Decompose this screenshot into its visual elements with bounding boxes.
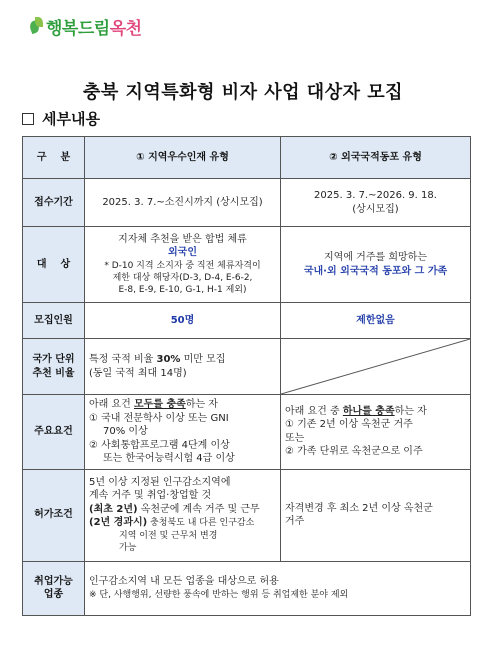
permit-type2 [281, 469, 471, 561]
req-t1-pre: 아래 요건 [89, 399, 134, 410]
row-label-jobs [23, 561, 85, 615]
permit-type1 [85, 469, 281, 561]
table-row-permit [23, 469, 471, 561]
table-row-target [23, 227, 471, 303]
jobs-line1: 인구감소지역 내 모든 업종을 대상으로 허용 [89, 576, 279, 588]
header-type2: ② 외국국적동포 유형 [281, 137, 471, 179]
permit-t2-line1: 자격변경 후 최소 2년 이상 옥천군 [285, 502, 433, 514]
header-category: 구 분 [23, 137, 85, 179]
req-t2-pre: 아래 요건 중 [285, 405, 343, 417]
checkbox-square-icon [22, 113, 34, 125]
table-row-req [23, 395, 471, 470]
req-t2-item2: ② 가족 단위로 옥천군으로 이주 [285, 446, 423, 458]
nation-type2-empty [281, 339, 471, 395]
table-row-nation [23, 339, 471, 395]
period-type2-line2: (상시모집) [352, 203, 399, 215]
period-type1: 2025. 3. 7.~소진시까지 (상시모집) [85, 179, 281, 227]
nation-text-post: 미만 모집 [180, 354, 226, 365]
jobs-content [85, 561, 471, 615]
count-type2: 제한없음 [281, 303, 471, 339]
logo [30, 12, 142, 40]
target-type2-line1: 지역에 거주를 희망하는 [324, 252, 427, 263]
target-type1 [85, 227, 281, 303]
permit-t1-line2: 계속 거주 및 취업·창업할 것 [89, 490, 212, 502]
nation-type1 [85, 339, 281, 395]
jobs-line2: ※ 단, 사행행위, 선량한 풍속에 반하는 행위 등 취업제한 분야 제외 [89, 589, 349, 600]
req-t2-or: 또는 [285, 432, 305, 444]
target-type1-line4: 제한 대상 해당자(D-3, D-4, E-6-2, [112, 272, 253, 283]
row-label-target: 대 상 [23, 227, 85, 303]
nation-type1-line1 [89, 353, 276, 367]
logo-text-part2: 옥천 [109, 18, 142, 39]
period-type2 [281, 179, 471, 227]
req-t1-em: 모두를 충족 [134, 399, 186, 410]
req-type2 [281, 395, 471, 470]
nation-type1-line2: (동일 국적 최대 14명) [89, 367, 187, 379]
target-type2 [281, 227, 471, 303]
req-t1-item2: ② 사회통합프로그램 4단계 이상 [89, 439, 230, 451]
row-label-nation-line2: 추천 비율 [32, 367, 75, 379]
target-type1-line3: * D-10 지격 소지자 중 직전 체류자격이 [104, 260, 261, 271]
nation-text-bold: 30% [156, 354, 181, 365]
table-row-period [23, 179, 471, 227]
target-type2-line2: 국내·외 외국국적 동포와 그 가족 [303, 265, 448, 277]
permit-t1-first [89, 503, 276, 517]
req-t2-post: 하는 자 [394, 405, 427, 417]
permit-t1-after-label: (2년 경과시) [89, 517, 148, 529]
permit-t2-line2: 거주 [285, 516, 305, 527]
row-label-jobs-line2: 업종 [43, 589, 64, 600]
section-heading [22, 108, 100, 129]
header-type1: ① 지역우수인재 유형 [85, 137, 281, 179]
req-type1-intro [89, 398, 276, 412]
permit-t1-after-text3: 가능 [119, 543, 137, 553]
permit-t1-after-text1: 충청북도 내 다른 인구감소 [147, 518, 255, 529]
count-type1: 50명 [85, 303, 281, 339]
row-label-jobs-line1: 취업가능 [34, 575, 73, 587]
req-t1-item1-cont: 70% 이상 [103, 426, 148, 437]
permit-t1-line1: 5년 이상 지정된 인구감소지역에 [89, 476, 231, 488]
table-row-jobs [23, 561, 471, 615]
nation-text-pre: 특정 국적 비율 [89, 354, 157, 365]
period-type2-line1: 2025. 3. 7.~2026. 9. 18. [314, 190, 437, 201]
target-type1-line1: 지자체 추천을 받은 합법 체류 [118, 233, 247, 245]
row-label-permit: 허가조건 [23, 469, 85, 561]
row-label-nation-line1: 국가 단위 [32, 354, 75, 365]
req-type2-intro [285, 405, 466, 419]
logo-text [46, 14, 142, 39]
permit-t1-first-text: 옥천군에 계속 거주 및 근무 [137, 503, 260, 515]
row-label-nation [23, 339, 85, 395]
req-type1 [85, 395, 281, 470]
row-label-period: 접수기간 [23, 179, 85, 227]
permit-t1-after-text2: 지역 이전 및 근무처 변경 [119, 530, 218, 541]
diagonal-line [281, 339, 470, 394]
target-type1-line5: E-8, E-9, E-10, G-1, H-1 제외) [118, 285, 247, 296]
leaf-icon [30, 17, 44, 35]
page-title: 충북 지역특화형 비자 사업 대상자 모집 [82, 82, 404, 103]
req-t2-em: 하나를 충족 [342, 405, 395, 417]
row-label-count: 모집인원 [23, 303, 85, 339]
req-t2-item1: ① 기존 2년 이상 옥천군 거주 [285, 419, 413, 431]
section-heading-text: 세부내용 [42, 110, 100, 128]
row-label-req: 주요요건 [23, 395, 85, 470]
table-header-row [23, 137, 471, 179]
table-row-count [23, 303, 471, 339]
target-type1-line2: 외국인 [168, 247, 197, 259]
req-t1-item1: ① 국내 전문학사 이상 또는 GNI [89, 412, 229, 424]
details-table [22, 136, 471, 616]
req-t1-post: 하는 자 [185, 399, 218, 410]
logo-text-part1: 행복드림 [46, 18, 110, 39]
permit-t1-first-label: (최초 2년) [89, 503, 138, 515]
req-t1-item2-cont: 또는 한국어능력시험 4급 이상 [103, 453, 235, 464]
permit-t1-after [89, 516, 276, 530]
